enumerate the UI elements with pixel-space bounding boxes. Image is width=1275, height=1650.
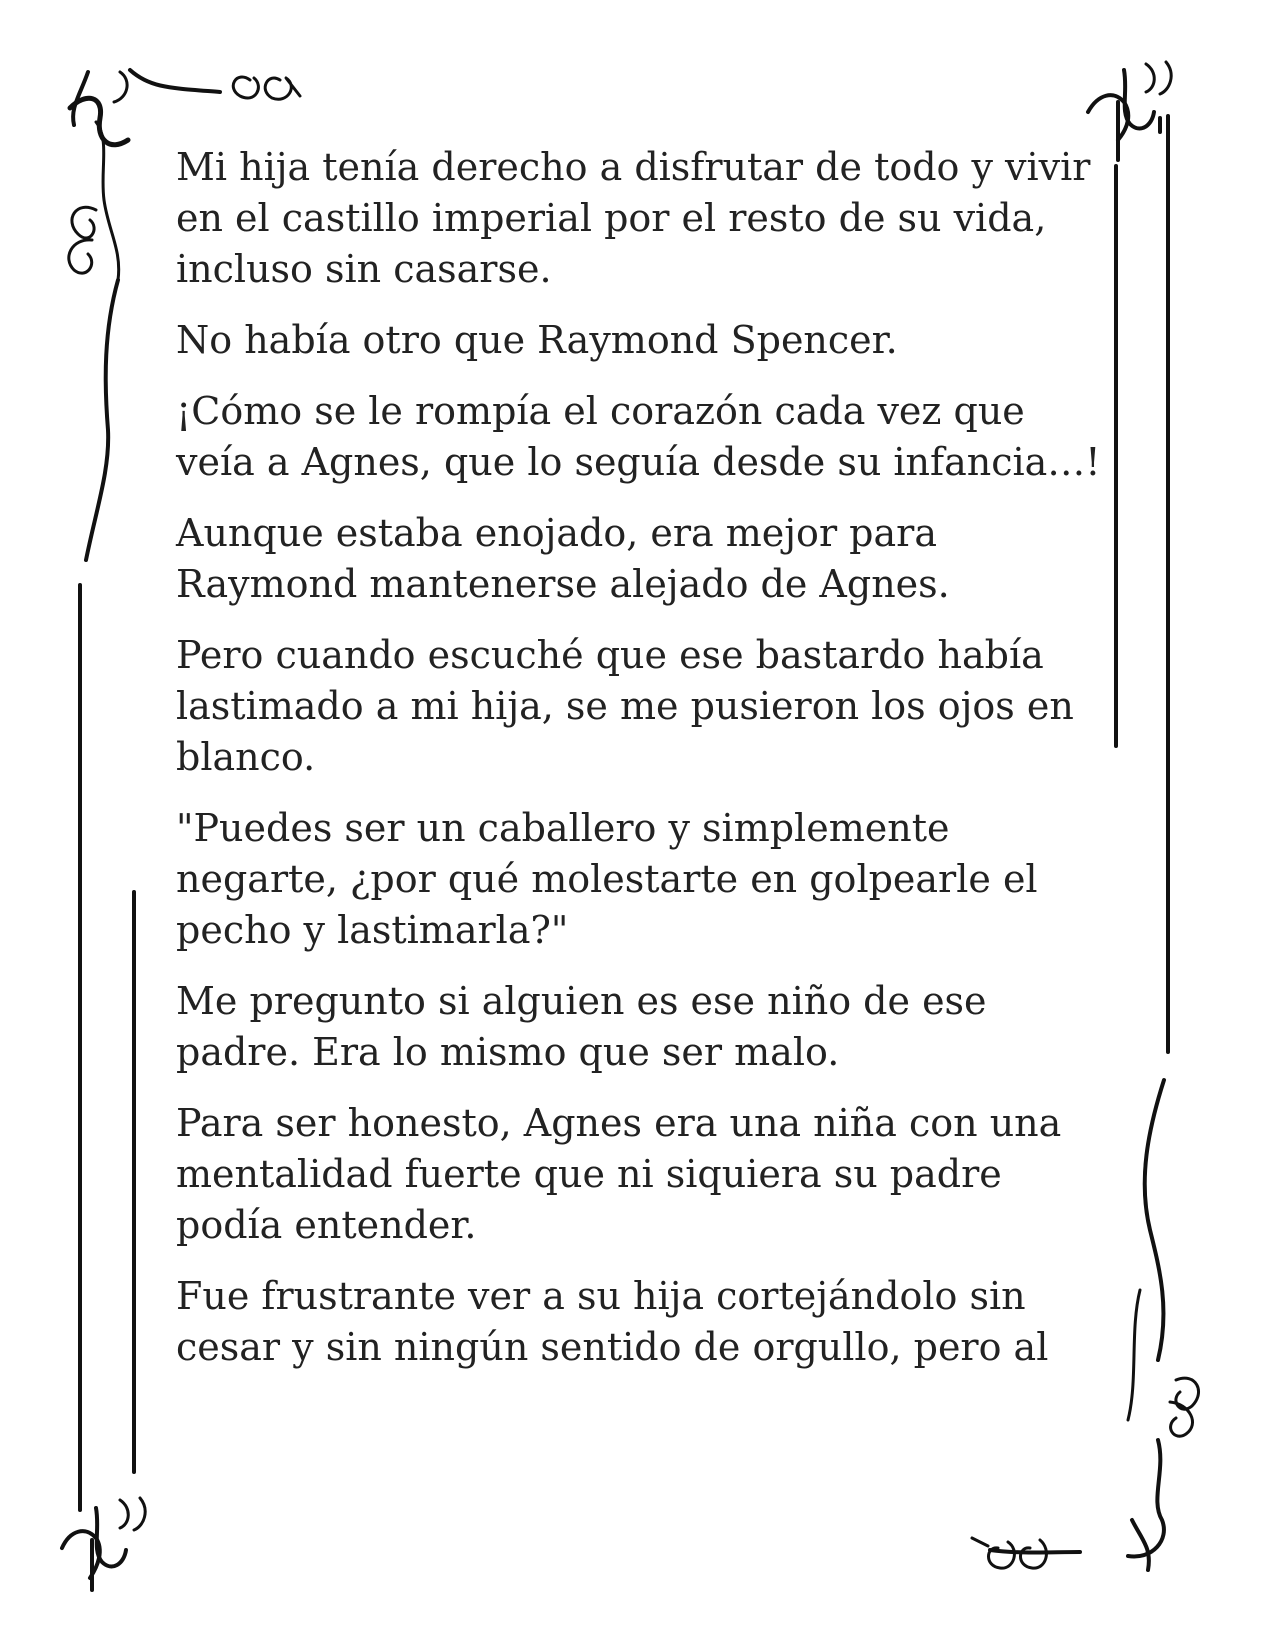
paragraph: Aunque estaba enojado, era mejor para Raymond mantenerse alejado de Agnes. [176,511,950,606]
paragraph: ¡Cómo se le rompía el corazón cada vez que veía a Agnes, que lo seguía desde su infancia…! [176,389,1101,484]
paragraph: Pero cuando escuché que ese bastardo había lastimado a mi hija, se me pusieron los ojos en blanco. [176,633,1074,779]
paragraph: Fue frustrante ver a su hija cortejándolo sin cesar y sin ningún sentido de orgullo, pero al [176,1274,1049,1369]
flourish-bottom-left-icon [62,1498,145,1590]
body-text [176,142,1106,1393]
paragraph: "Puedes ser un caballero y simplemente negarte, ¿por qué molestarte en golpearle el pecho y lastimarla?" [176,806,1038,952]
paragraph: Para ser honesto, Agnes era una niña con una mentalidad fuerte que ni siquiera su padre podía entender. [176,1101,1062,1247]
paragraph: No había otro que Raymond Spencer. [176,318,898,362]
paragraph: Me pregunto si alguien es ese niño de ese padre. Era lo mismo que ser malo. [176,979,987,1074]
paragraph: Mi hija tenía derecho a disfrutar de todo y vivir en el castillo imperial por el resto de su vida, incluso sin casarse. [176,145,1091,291]
